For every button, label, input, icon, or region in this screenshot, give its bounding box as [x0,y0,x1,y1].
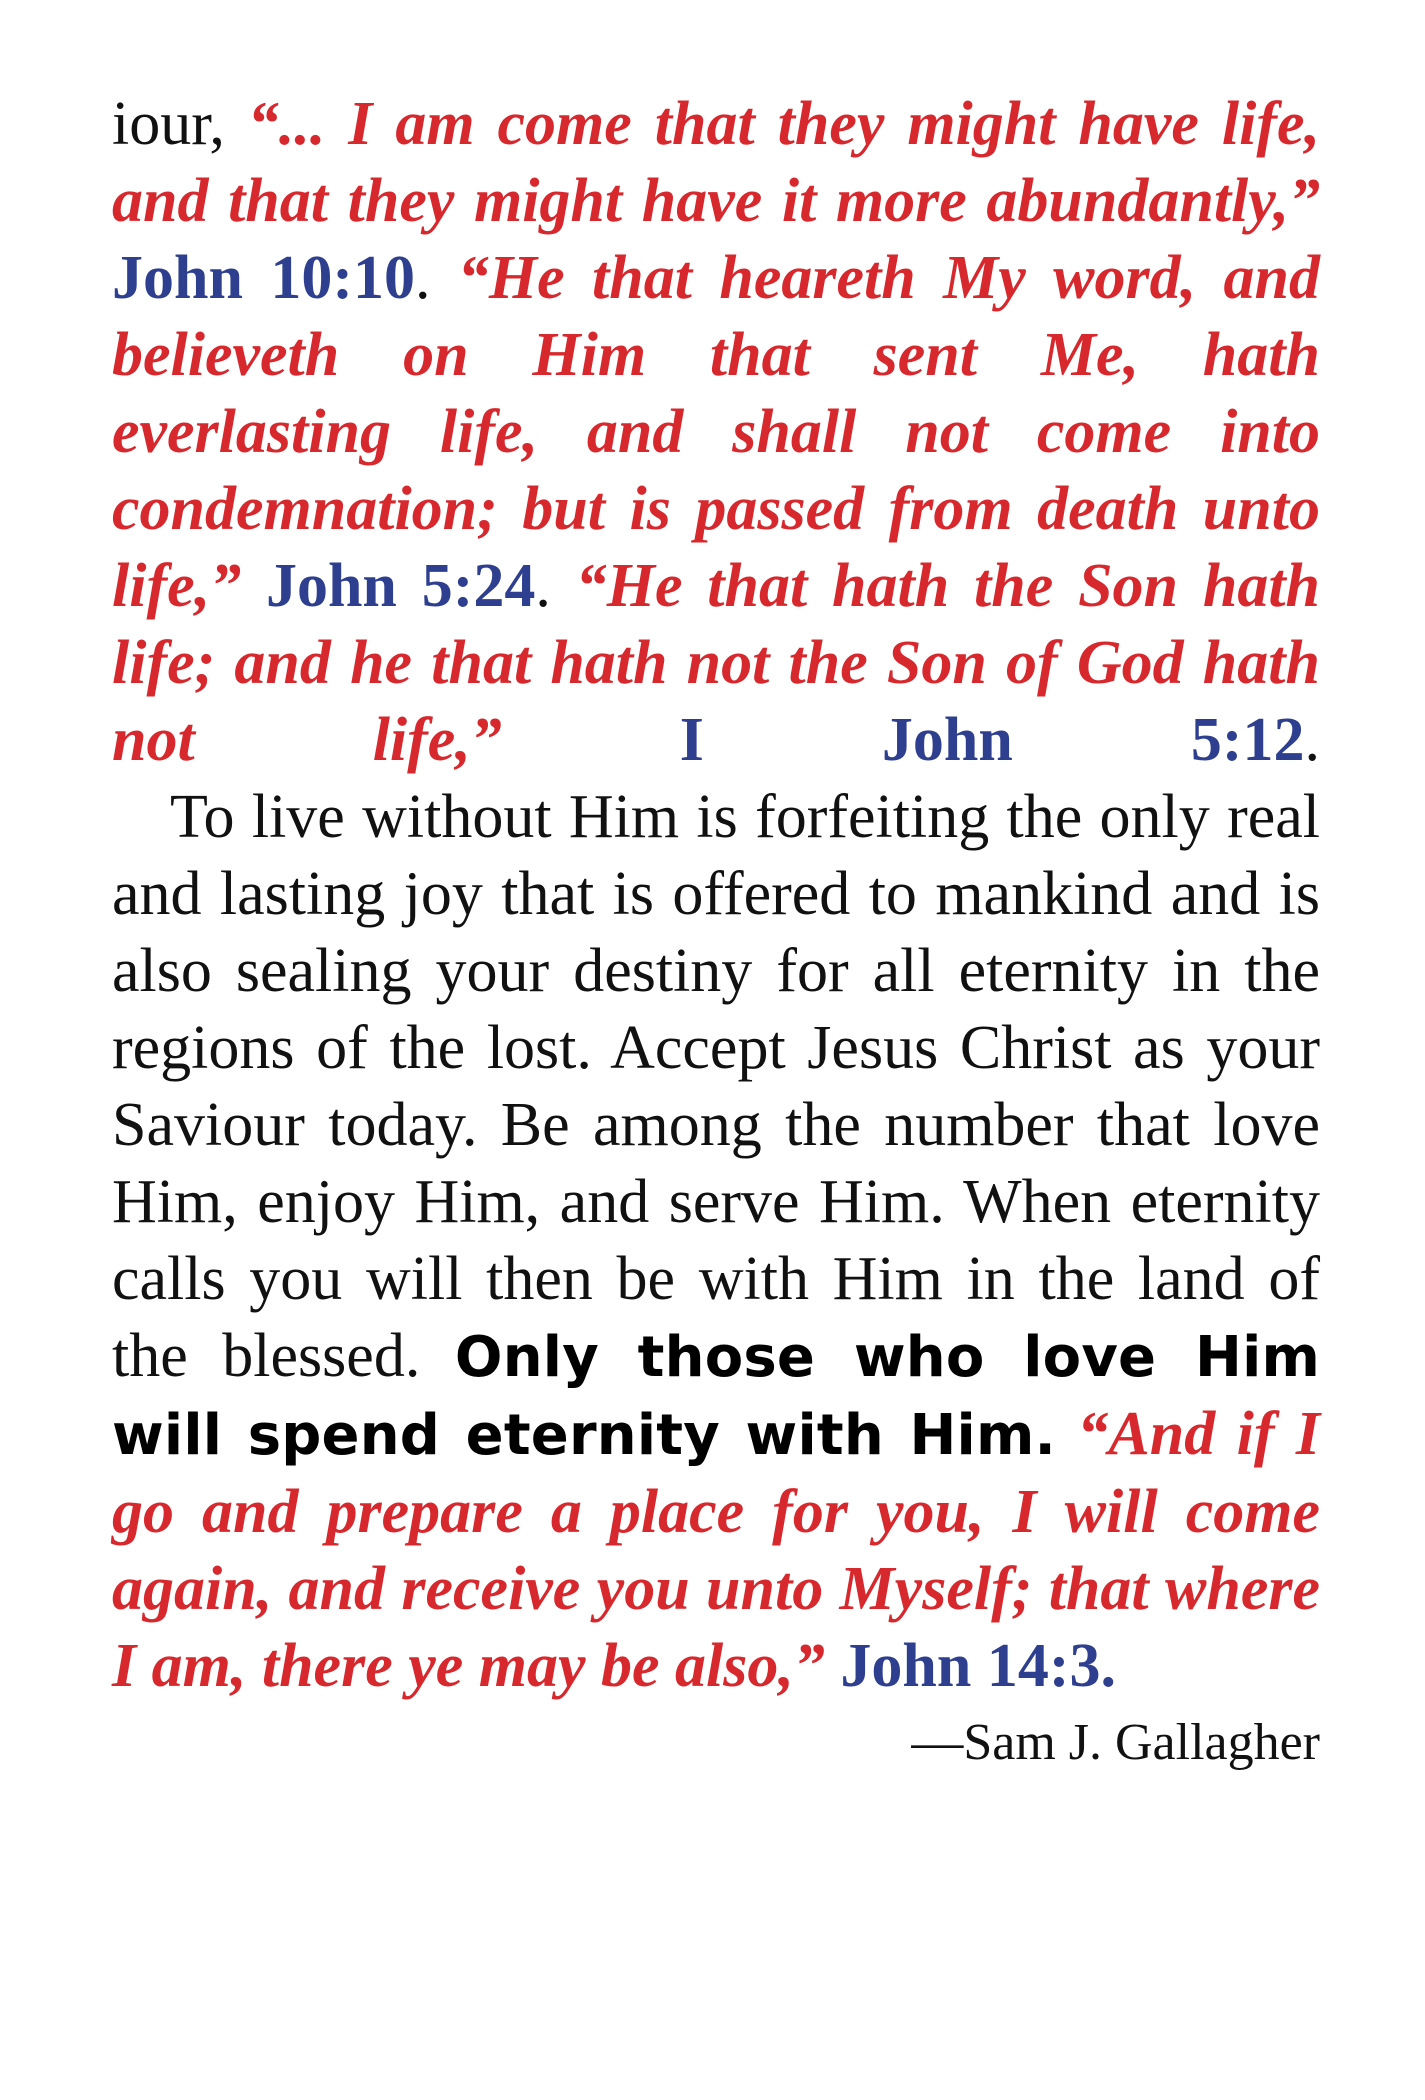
emphasis-statement: Only those who love Him will spend eternity with Him. [112,1325,1321,1468]
separator-1: . [415,244,458,312]
exhortation-paragraph [112,779,1320,1705]
scripture-paragraph [112,86,1320,779]
scripture-reference-4: John 14:3. [840,1632,1116,1700]
scripture-reference-3: I John 5:12 [679,706,1305,774]
separator-2: . [535,552,576,620]
scripture-reference-1: John 10:10 [112,244,416,312]
scripture-quote-1: “... I am come that they might have life, and that they might have it more abundantly,” [112,90,1320,235]
scripture-reference-2: John 5:24 [265,552,536,620]
tract-page [112,86,1320,1775]
author-signature: —Sam J. Gallagher [911,1714,1320,1771]
exhortation-body: To live without Him is forfeiting the only real and lasting joy that is offered to mankind and is also sealing your destiny for all eternity in the regions of the lost. Accept Jesus Christ as your Saviour today. Be among the number that love Him, enjoy Him, and serve Him. When eternity calls you will then be with Him in the land of the blessed. [112,783,1320,1390]
scripture-quote-4: “And if I go and prepare a place for you, I will come again, and receive you unto Myself; that where I am, there ye may be also,” [112,1400,1320,1700]
scripture-quote-2: “He that heareth My word, and believeth on Him that sent Me, hath everlasting life, and shall not come into condemnation; but is passed from death unto life,” [112,244,1321,620]
separator-3: . [1304,706,1320,774]
scripture-quote-3: “He that hath the Son hath life; and he that hath not the Son of God hath not life,” [112,552,1321,774]
lead-text: iour, [112,90,248,158]
